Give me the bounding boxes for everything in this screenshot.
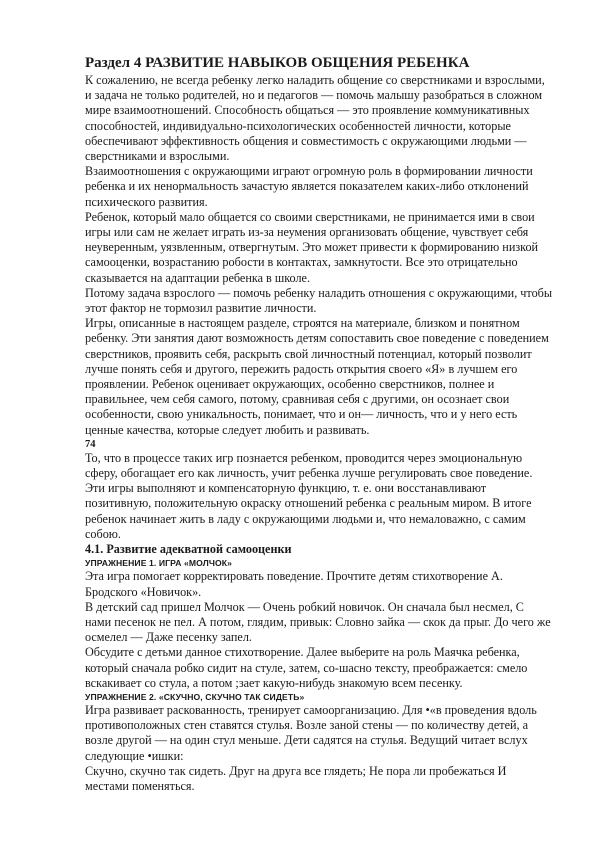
subsection-title: 4.1. Развитие адекватной самооценки <box>85 542 292 557</box>
document-page <box>85 54 553 794</box>
paragraph: Обсудите с детьми данное стихотворение. Далее выберите на роль Маячка ребенка, который сначала робко сидит на стуле, затем, со-шасно тексту, преображается: смело вскакивает со стула, а потом ;зает какую-нибудь знакомую всем песенку. <box>85 645 528 690</box>
paragraph: Потому задача взрослого — помочь ребенку наладить отношения с окружающими, чтобы этот фактор не тормозил развитие личности. <box>85 285 553 316</box>
paragraph: Игра развивает раскованность, тренирует самоорганизацию. Для •«в проведения вдоль противоположных стен ставятся стулья. Возле заной стены — по количеству детей, а возле другой — на один стул меньше. Дети садятся на стулья. Ведущий читает вслух следующие •ишки: <box>85 702 537 763</box>
paragraph: То, что в процессе таких игр познается ребенком, проводится через эмоциональную сферу, обогащает его как личность, учит ребенка лучше регулировать свое поведение. Эти игры выполняют и компенсаторную функцию, т. е. они восстанавливают позитивную, положительную окраску отношений ребенка с реальным миром. В итоге ребенок начинает жить в ладу с окружающими людьми и, что немаловажно, с самим собою. <box>85 450 533 541</box>
paragraph: К сожалению, не всегда ребенку легко наладить общение со сверстниками и взрослыми, и задача не только родителей, но и педагогов — помочь малышу разобраться в сложном мире взаимоотношений. Способность общаться — это проявление коммуникативных способностей, индивидуально-психологических особенностей личности, которые обеспечивают эффективность общения и совместимость с окружающими людьми — сверстниками и взрослыми. <box>85 73 545 164</box>
paragraph: Взаимоотношения с окружающими играют огромную роль в формировании личности ребенка и их ненормальность зачастую является показателем каких-либо отклонений психического развития. <box>85 164 533 209</box>
poem-paragraph: В детский сад пришел Молчок — Очень робкий новичок. Он сначала был несмел, С нами песенок не пел. А потом, глядим, привык: Словно зайка — скок да прыг. До чего же осмелел — Даже песенку запел. <box>85 599 551 645</box>
poem-paragraph: Скучно, скучно так сидеть. Друг на друга все глядеть; Не пора ли пробежаться И местами поменяться. <box>85 763 507 793</box>
page-number: 74 <box>85 438 96 450</box>
section-title: Раздел 4 РАЗВИТИЕ НАВЫКОВ ОБЩЕНИЯ РЕБЕНКА <box>85 55 470 71</box>
exercise-heading: УПРАЖНЕНИЕ 1. ИГРА «МОЛЧОК» <box>85 558 232 569</box>
exercise-heading: УПРАЖНЕНИЕ 2. «СКУЧНО, СКУЧНО ТАК СИДЕТЬ» <box>85 691 305 702</box>
paragraph: Ребенок, который мало общается со своими сверстниками, не принимается ими в свои игры или сам не желает играть из-за неумения организовать общение, чувствует себя неуверенным, уязвленным, отвергнутым. Это может привести к формированию низкой самооценки, возрастанию робости в контактах, замкнутости. Все это отрицательно сказывается на адаптации ребенка в школе. <box>85 209 539 285</box>
paragraph: Эта игра помогает корректировать поведение. Прочтите детям стихотворение А. Бродского «Новичок». <box>85 569 503 599</box>
paragraph: Игры, описанные в настоящем разделе, строятся на материале, близком и понятном ребенку. Эти занятия дают возможность детям сопоставить свое поведение с поведением сверстников, проявить себя, раскрыть свой личностный потенциал, который позволит лучше понять себя и другого, пережить радость открытия своего «Я» в лучшем его проявлении. Ребенок оценивает окружающих, особенно сверстников, полнее и правильнее, чем себя самого, потому, сравнивая себя с другими, он осознает свои особенности, свою уникальность, понимает, что и он— личность, что и у него есть ценные качества, которые следует любить и развивать. <box>85 316 549 437</box>
